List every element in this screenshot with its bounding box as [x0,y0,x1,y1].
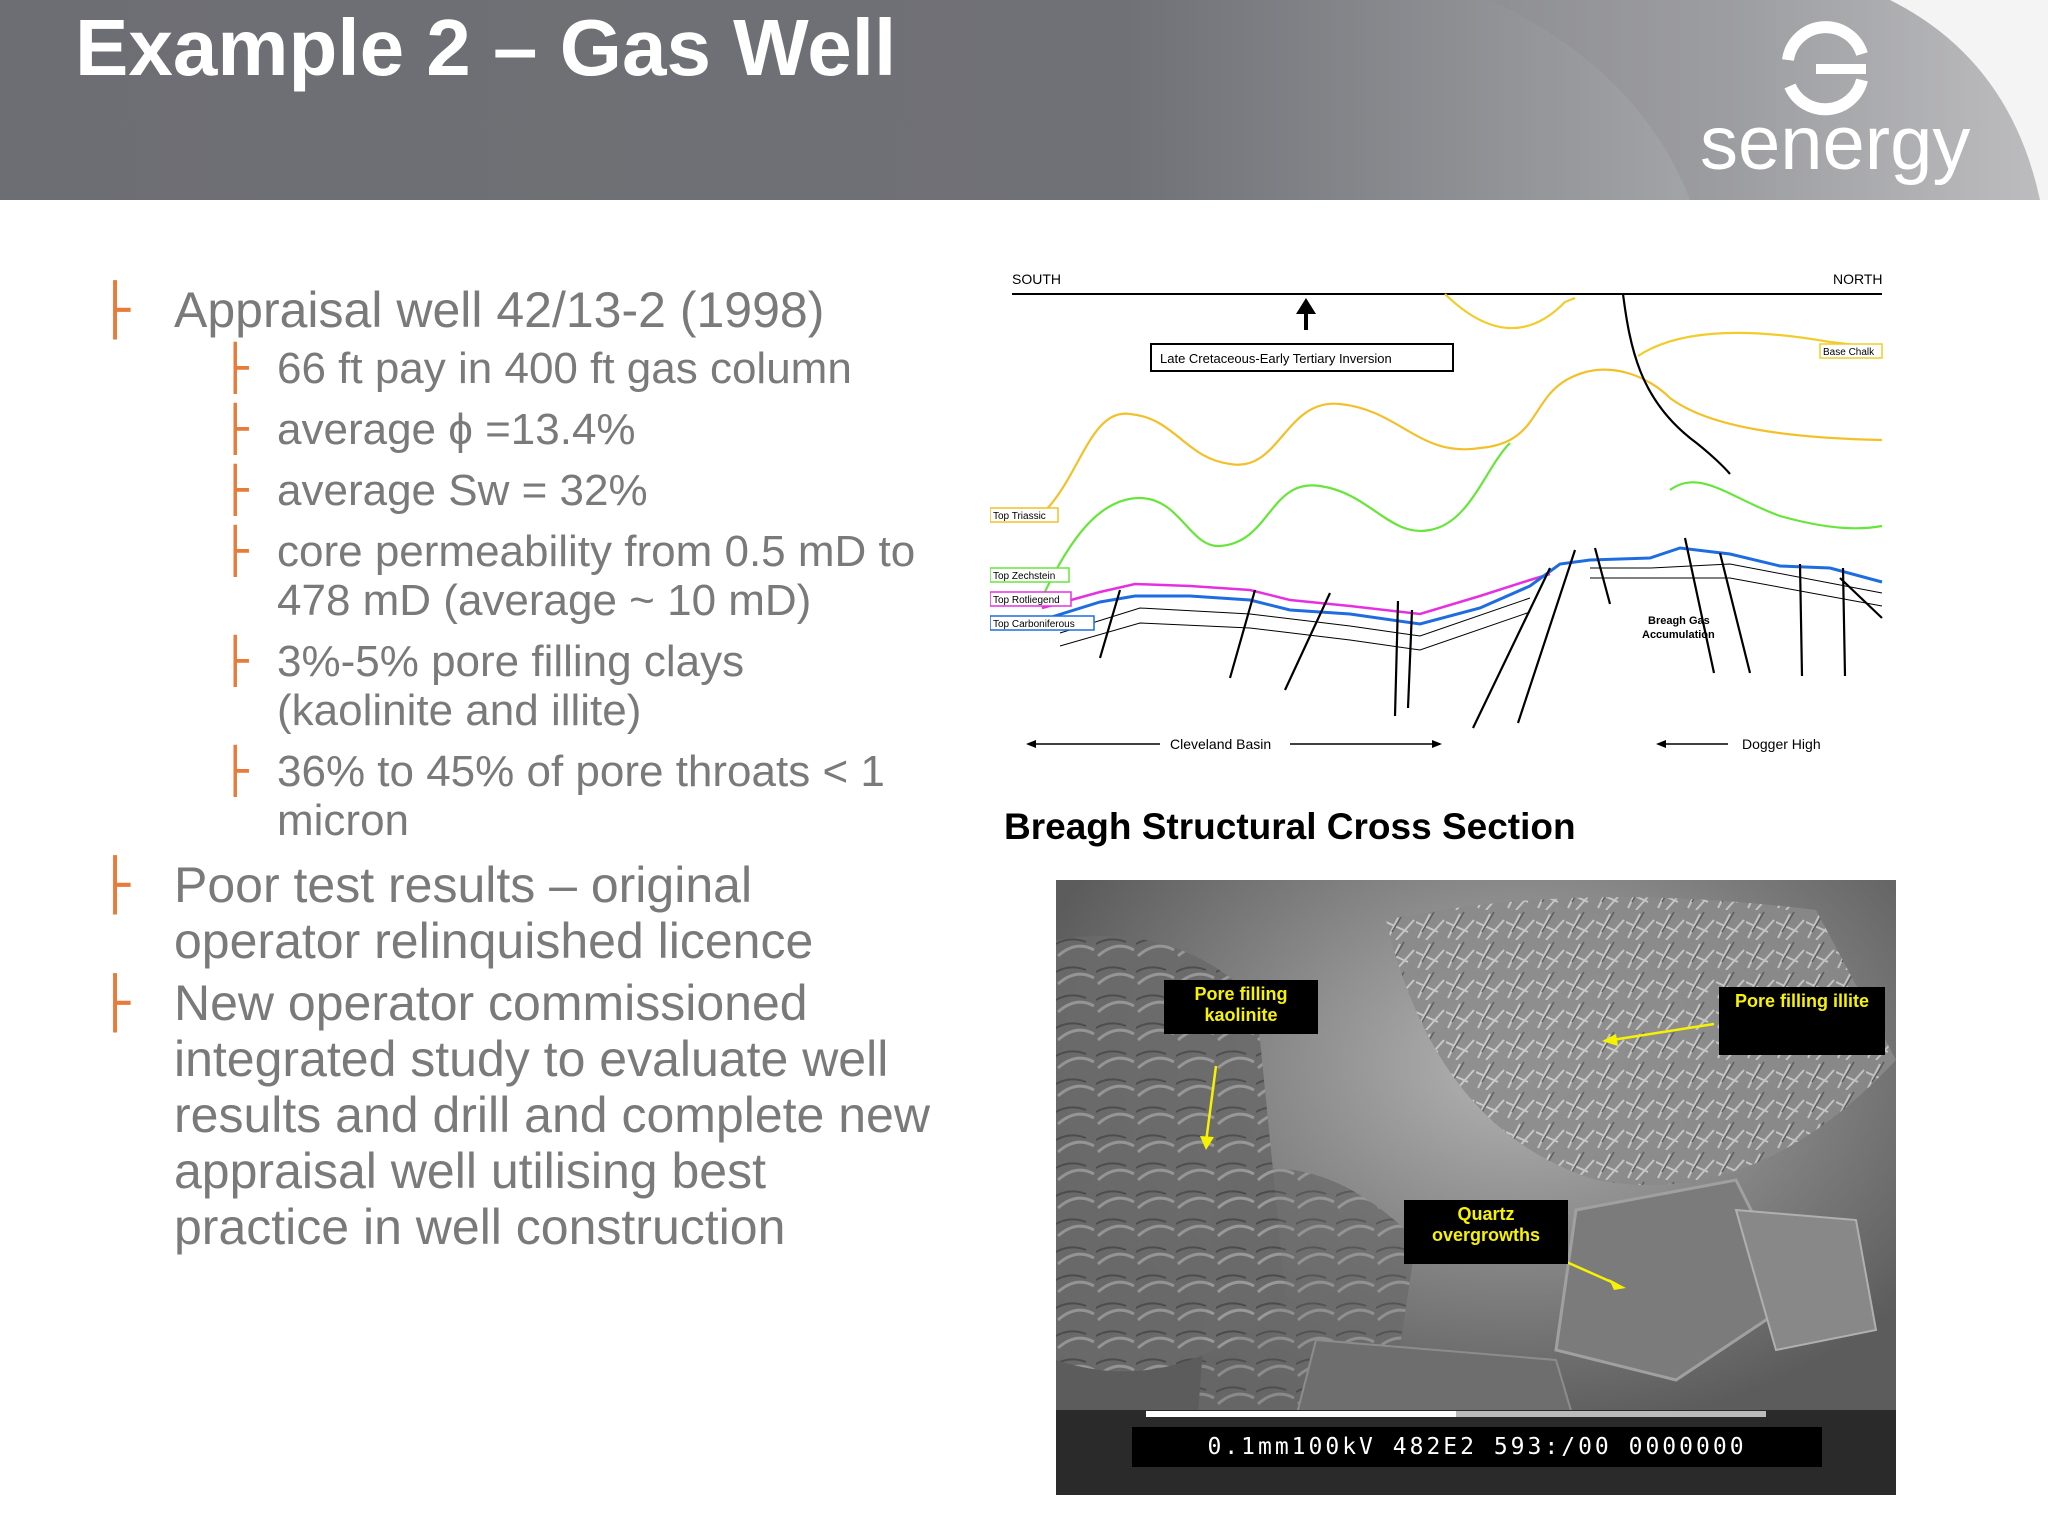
scale-bar [1146,1411,1456,1417]
illite-label: Pore filling illite [1719,987,1885,1055]
bullet-level2 [100,344,930,393]
bullet-marker-icon: ├ [222,636,249,687]
uplift-arrowhead-icon [1296,298,1316,314]
bullet-text: Appraisal well 42/13-2 (1998) [174,282,825,338]
bullet-marker-icon: ├ [222,343,249,394]
sem-photomicrograph [1056,880,1896,1495]
quartz-label-line: Quartz [1457,1204,1515,1224]
north-label: NORTH [1833,271,1883,287]
sem-scale-readout: 0.1mm100kV 482E2 593:/00 0000000 [1132,1427,1822,1467]
bullet-level2 [100,747,930,845]
kaolinite-label-line: kaolinite [1204,1005,1278,1025]
bullet-level2 [100,527,930,625]
bullet-marker-icon: ├ [222,404,249,455]
inversion-label: Late Cretaceous-Early Tertiary Inversion [1160,351,1392,366]
carboniferous-strata [1060,564,1882,650]
cleveland-basin-label: Cleveland Basin [1170,736,1272,752]
base-chalk-label: Base Chalk [1823,347,1875,358]
cross-section-caption: Breagh Structural Cross Section [1004,806,1576,847]
bullet-level1 [100,975,930,1255]
arrowhead-left-icon [1656,740,1666,748]
bullet-level1 [100,857,930,969]
bullet-text: average ϕ =13.4% [277,405,636,454]
bullet-level2 [100,466,930,515]
base-chalk-horizon [1445,294,1882,356]
green-horizon [1042,443,1882,598]
bullet-marker-icon: ├ [222,465,249,516]
bullet-marker-icon: ├ [222,746,249,797]
logo-wordmark: senergy [1700,101,1971,186]
quartz-label [1404,1200,1568,1264]
bullet-level2 [100,637,930,735]
bullet-text: 66 ft pay in 400 ft gas column [277,344,852,393]
bullet-text: 3%-5% pore filling clays (kaolinite and illite) [277,637,745,735]
top-triassic-label: Top Triassic [993,511,1046,522]
arrowhead-right-icon [1432,740,1442,748]
bullet-marker-icon: ├ [100,856,131,914]
bullet-marker-icon: ├ [100,974,131,1032]
arrowhead-left-icon [1026,740,1036,748]
bullet-marker-icon: ├ [222,526,249,577]
cross-section-diagram [990,268,1890,778]
top-zechstein-label: Top Zechstein [993,571,1056,582]
kaolinite-label-line: Pore filling [1194,984,1288,1004]
bullet-level2 [100,405,930,454]
bullet-text: average Sw = 32% [277,466,648,515]
bullet-text: New operator commissioned integrated study to evaluate well results and drill and complete new appraisal well utilising best practice in well construction [174,975,930,1255]
header-banner [0,0,2048,200]
scale-bar [1456,1411,1766,1417]
accumulation-label: Breagh Gas [1648,615,1710,627]
bullet-level1 [100,282,930,338]
accumulation-label: Accumulation [1642,629,1715,641]
bullet-list [100,282,930,1261]
top-triassic-horizon [1042,370,1882,514]
kaolinite-label [1164,980,1318,1034]
top-carboniferous-label: Top Carboniferous [993,619,1075,630]
sem-texture [1056,880,1896,1495]
bullet-text: core permeability from 0.5 mD to 478 mD (average ~ 10 mD) [277,527,916,625]
bullet-marker-icon: ├ [100,281,131,339]
bullet-text: Poor test results – original operator relinquished licence [174,857,814,969]
bullet-text: 36% to 45% of pore throats < 1 micron [277,747,885,845]
south-label: SOUTH [1012,271,1061,287]
top-rotliegend-label: Top Rotliegend [993,595,1060,606]
dogger-high-label: Dogger High [1742,736,1821,752]
slide-title: Example 2 – Gas Well [75,3,897,92]
quartz-label-line: overgrowths [1431,1225,1541,1245]
